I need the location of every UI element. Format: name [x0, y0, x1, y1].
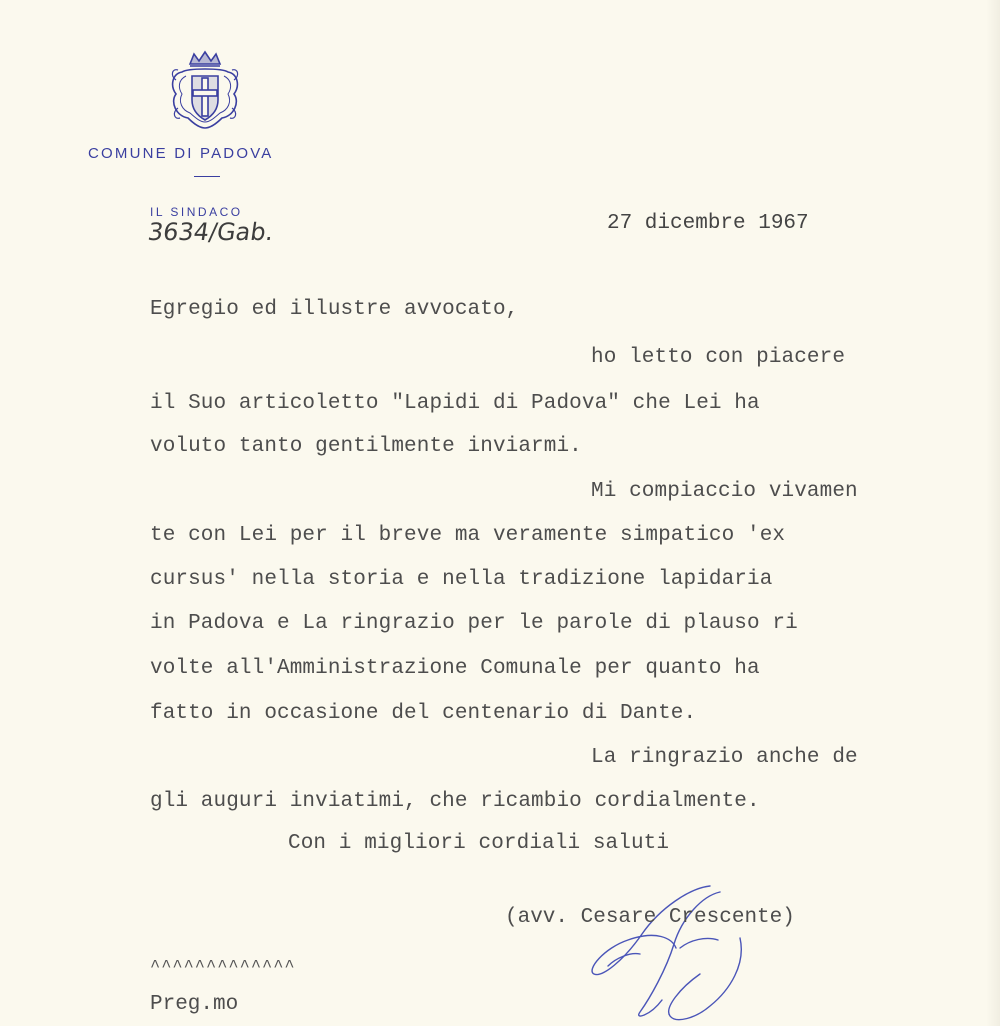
body-line: volte all'Amministrazione Comunale per quanto ha	[150, 657, 760, 680]
body-line: gli auguri inviatimi, che ricambio cordialmente.	[150, 790, 760, 813]
body-line: La ringrazio anche de	[591, 746, 858, 769]
typed-signature-name: (avv. Cesare Crescente)	[505, 906, 795, 929]
coat-of-arms-icon	[168, 50, 242, 130]
salutation: Egregio ed illustre avvocato,	[150, 298, 519, 321]
handwritten-protocol-number: 3634/Gab.	[146, 218, 276, 246]
handwritten-signature-icon	[580, 878, 760, 1026]
body-line: Mi compiaccio vivamen	[591, 480, 858, 503]
letterhead-office: IL SINDACO	[150, 205, 243, 219]
letterhead-divider	[194, 176, 220, 177]
page-edge-shadow	[986, 0, 1000, 1026]
body-line: voluto tanto gentilmente inviarmi.	[150, 435, 582, 458]
body-line: te con Lei per il breve ma veramente simpatico 'ex	[150, 524, 786, 547]
body-line: cursus' nella storia e nella tradizione lapidaria	[150, 568, 773, 591]
body-line: il Suo articoletto "Lapidi di Padova" che Lei ha	[150, 392, 760, 415]
body-line: in Padova e La ringrazio per le parole di plauso ri	[150, 612, 798, 635]
letter-date: 27 dicembre 1967	[607, 212, 809, 235]
recipient-prefix: Preg.mo	[150, 993, 239, 1016]
letterhead-institution: COMUNE DI PADOVA	[88, 145, 274, 162]
separator-line: ^^^^^^^^^^^^^	[150, 958, 296, 977]
body-line: fatto in occasione del centenario di Dante.	[150, 702, 697, 725]
body-line: ho letto con piacere	[591, 346, 846, 369]
closing-greeting: Con i migliori cordiali saluti	[288, 832, 670, 855]
